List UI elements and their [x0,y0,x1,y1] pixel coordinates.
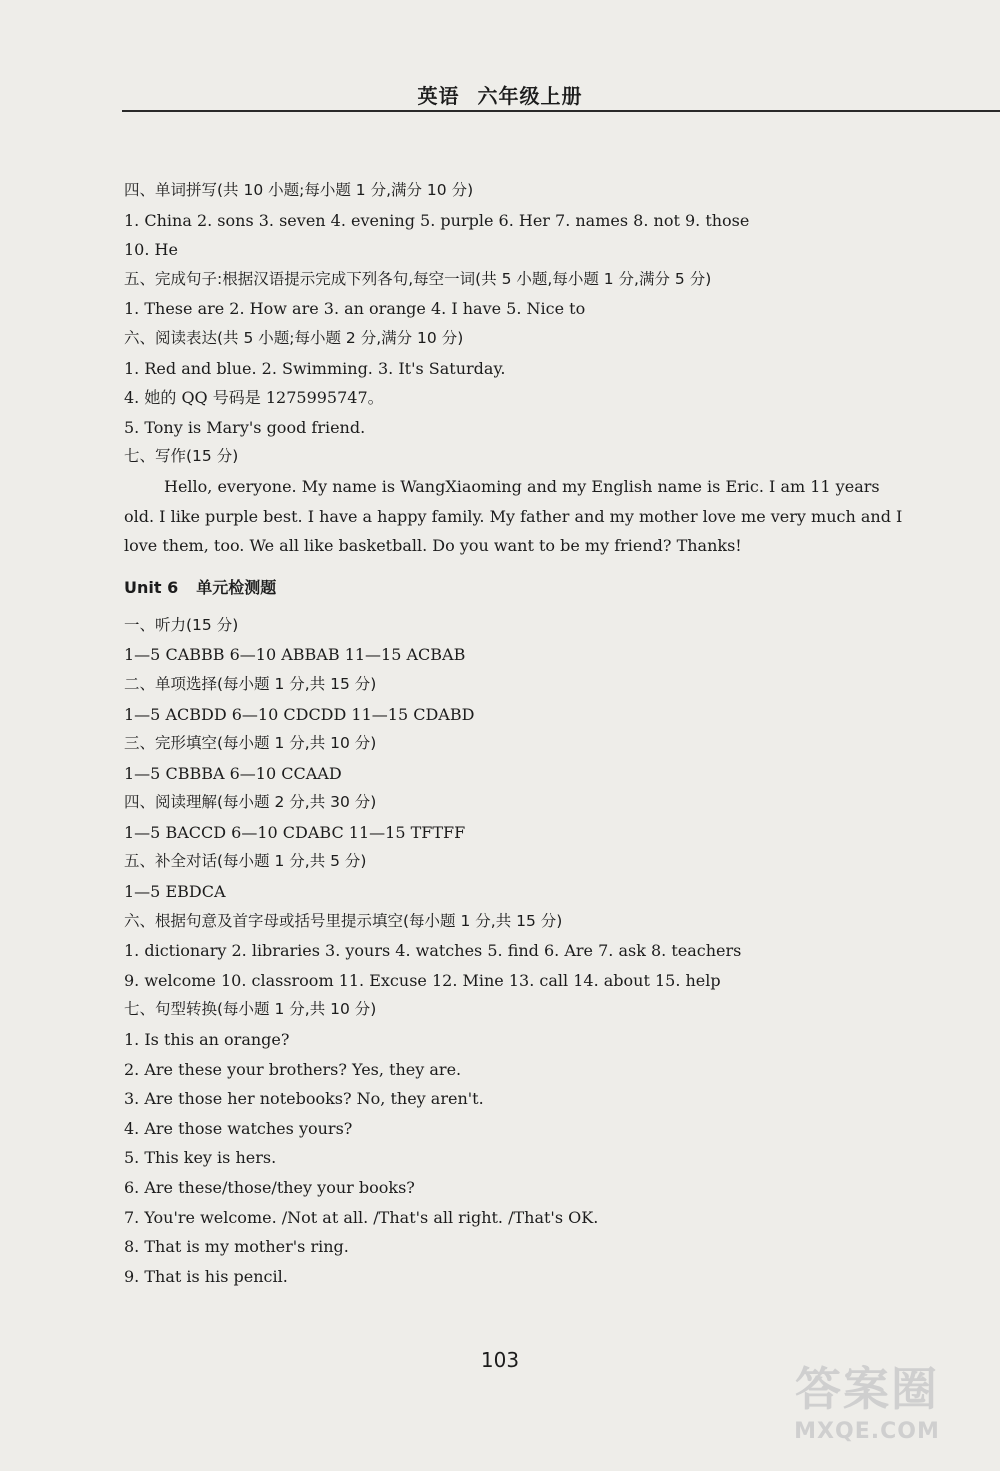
answer-line: 1. These are 2. How are 3. an orange 4. I have 5. Nice to [124,299,586,319]
header-rule [122,110,1000,112]
section-heading: 六、根据句意及首字母或括号里提示填空(每小题 1 分,共 15 分) [124,911,563,930]
section-heading: 三、完形填空(每小题 1 分,共 10 分) [124,734,377,753]
answer-line: 1. Is this an orange? [124,1030,290,1050]
answer-line: 8. That is my mother's ring. [124,1237,349,1257]
section-heading: 五、补全对话(每小题 1 分,共 5 分) [124,852,367,871]
section-heading: 七、写作(15 分) [124,447,239,466]
answer-line: 9. welcome 10. classroom 11. Excuse 12. Mine 13. call 14. about 15. help [124,970,721,990]
answer-line: 6. Are these/those/they your books? [124,1178,415,1197]
answer-line: 9. That is his pencil. [124,1266,288,1286]
answer-line: 4. 她的 QQ 号码是 1275995747。 [124,388,384,408]
answer-line: 1—5 CABBB 6—10 ABBAB 11—15 ACBAB [124,645,466,665]
running-header [0,80,1000,109]
answer-line: 1. dictionary 2. libraries 3. yours 4. watches 5. find 6. Are 7. ask 8. teachers [124,941,742,961]
header-subject: 英语 [417,84,460,108]
answer-line: 7. You're welcome. /Not at all. /That's all right. /That's OK. [124,1207,599,1227]
answer-line: 1—5 ACBDD 6—10 CDCDD 11—15 CDABD [124,704,475,724]
answer-line: 4. Are those watches yours? [124,1118,353,1138]
header-grade: 六年级上册 [477,84,583,108]
answer-line: 1—5 BACCD 6—10 CDABC 11—15 TFTFF [124,822,466,842]
section-heading: 四、单词拼写(共 10 小题;每小题 1 分,满分 10 分) [124,181,474,199]
watermark-main: 答案圈 [795,1362,939,1416]
section-heading: 四、阅读理解(每小题 2 分,共 30 分) [124,793,377,812]
answer-line: 1. Red and blue. 2. Swimming. 3. It's Saturday. [124,358,506,378]
section-heading: 七、句型转换(每小题 1 分,共 10 分) [124,1000,377,1019]
watermark-logo [772,1353,962,1453]
section-heading: 六、阅读表达(共 5 小题;每小题 2 分,满分 10 分) [124,328,464,347]
section-heading: 五、完成句子:根据汉语提示完成下列各句,每空一词(共 5 小题,每小题 1 分,满分 5 分) [124,269,712,288]
answer-content [124,176,914,1291]
answer-line: 1—5 CBBBA 6—10 CCAAD [124,763,342,783]
unit5-answers-continued [124,176,914,472]
answer-line: 10. He [124,240,178,260]
section-heading: 二、单项选择(每小题 1 分,共 15 分) [124,674,377,693]
unit-subtitle: 单元检测题 [196,577,277,597]
answer-line: 1—5 EBDCA [124,882,226,902]
writing-sample-essay: Hello, everyone. My name is WangXiaoming and my English name is Eric. I am 11 years old. I like purple best. I have a happy family. My father and my mother love me very much and I love them, too. We all like basketball. Do you want to be my friend? Thanks! [124,476,903,556]
section-heading: 一、听力(15 分) [124,615,239,634]
page-number: 103 [480,1348,520,1372]
unit-title: Unit 6 [124,577,179,597]
answer-line: 3. Are those her notebooks? No, they aren't. [124,1089,484,1109]
watermark-domain: MXQE.COM [794,1419,940,1444]
answer-line: 2. Are these your brothers? Yes, they are. [124,1059,462,1079]
answer-line: 5. This key is hers. [124,1148,277,1168]
unit6-answers [124,611,914,1292]
answer-line: 5. Tony is Mary's good friend. [124,417,366,437]
answer-line: 1. China 2. sons 3. seven 4. evening 5. purple 6. Her 7. names 8. not 9. those [124,210,750,230]
unit-heading [124,573,914,603]
